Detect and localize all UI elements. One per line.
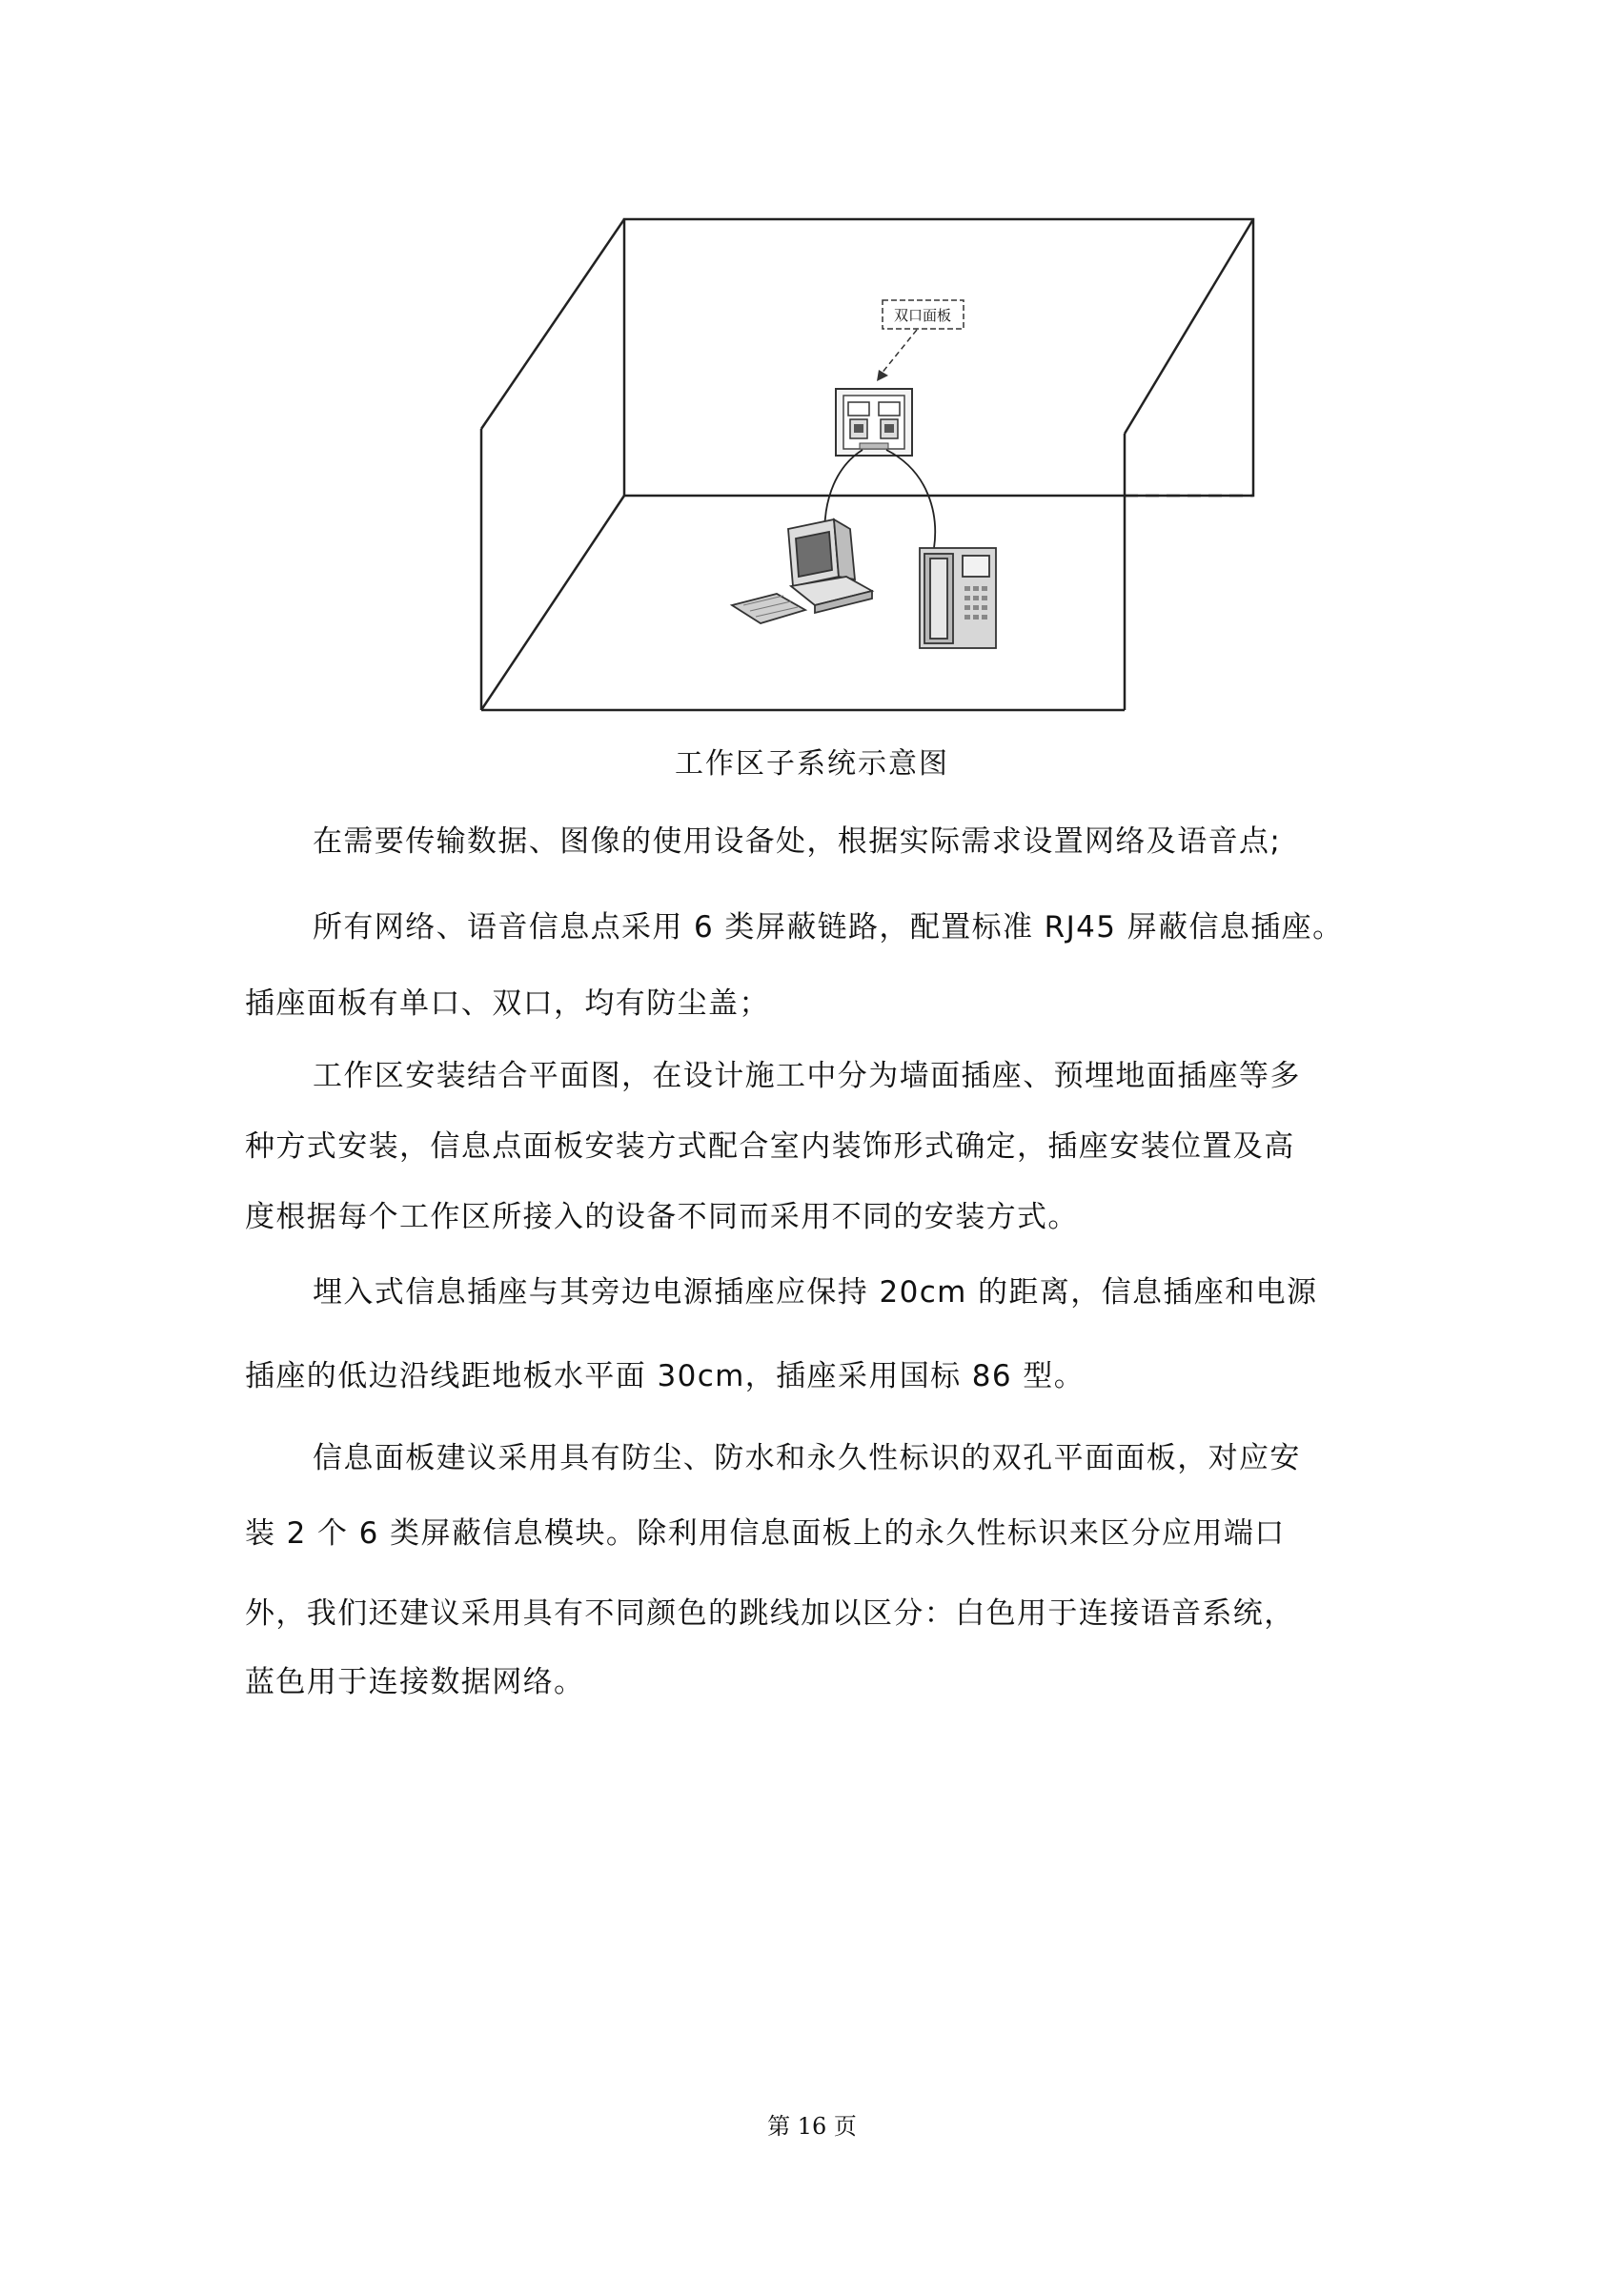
paragraph-2-line-2: 插座面板有单口、双口，均有防尘盖；	[245, 986, 770, 1021]
room-edge-top-right	[1125, 219, 1253, 434]
room-edge-floor-left	[481, 496, 624, 710]
panel-pointer-arrowhead	[877, 370, 888, 381]
paragraph-3-line-3: 度根据每个工作区所接入的设备不同而采用不同的安装方式。	[245, 1200, 1079, 1234]
back-wall	[624, 219, 1253, 496]
paragraph-2-line-1: 所有网络、语音信息点采用 6 类屏蔽链路，配置标准 RJ45 屏蔽信息插座。	[313, 910, 1344, 945]
paragraph-5-line-4: 蓝色用于连接数据网络。	[245, 1665, 585, 1699]
paragraph-1-line-1: 在需要传输数据、图像的使用设备处，根据实际需求设置网络及语音点;	[313, 824, 1282, 859]
figure-caption: 工作区子系统示意图	[675, 747, 949, 781]
paragraph-5-line-2: 装 2 个 6 类屏蔽信息模块。除利用信息面板上的永久性标识来区分应用端口	[245, 1516, 1286, 1551]
paragraph-4-line-2: 插座的低边沿线距地板水平面 30cm，插座采用国标 86 型。	[245, 1359, 1086, 1393]
voice-cable	[886, 450, 935, 548]
computer-icon	[732, 519, 872, 623]
panel-pointer	[881, 330, 917, 375]
paragraph-4-line-1: 埋入式信息插座与其旁边电源插座应保持 20cm 的距离，信息插座和电源	[313, 1275, 1318, 1310]
telephone-icon	[920, 548, 996, 648]
room-edge-top-left	[481, 219, 624, 429]
paragraph-3-line-2: 种方式安装，信息点面板安装方式配合室内装饰形式确定，插座安装位置及高	[245, 1129, 1295, 1164]
panel-label: 双口面板	[893, 307, 952, 324]
paragraph-5-line-3: 外，我们还建议采用具有不同颜色的跳线加以区分：白色用于连接语音系统，	[245, 1596, 1295, 1631]
paragraph-5-line-1: 信息面板建议采用具有防尘、防水和永久性标识的双孔平面面板，对应安	[313, 1441, 1301, 1475]
paragraph-3-line-1: 工作区安装结合平面图，在设计施工中分为墙面插座、预埋地面插座等多	[313, 1059, 1301, 1093]
dual-port-panel-icon	[836, 389, 912, 456]
page-number: 第 16 页	[767, 2113, 857, 2140]
work-area-subsystem-diagram	[457, 200, 1296, 743]
